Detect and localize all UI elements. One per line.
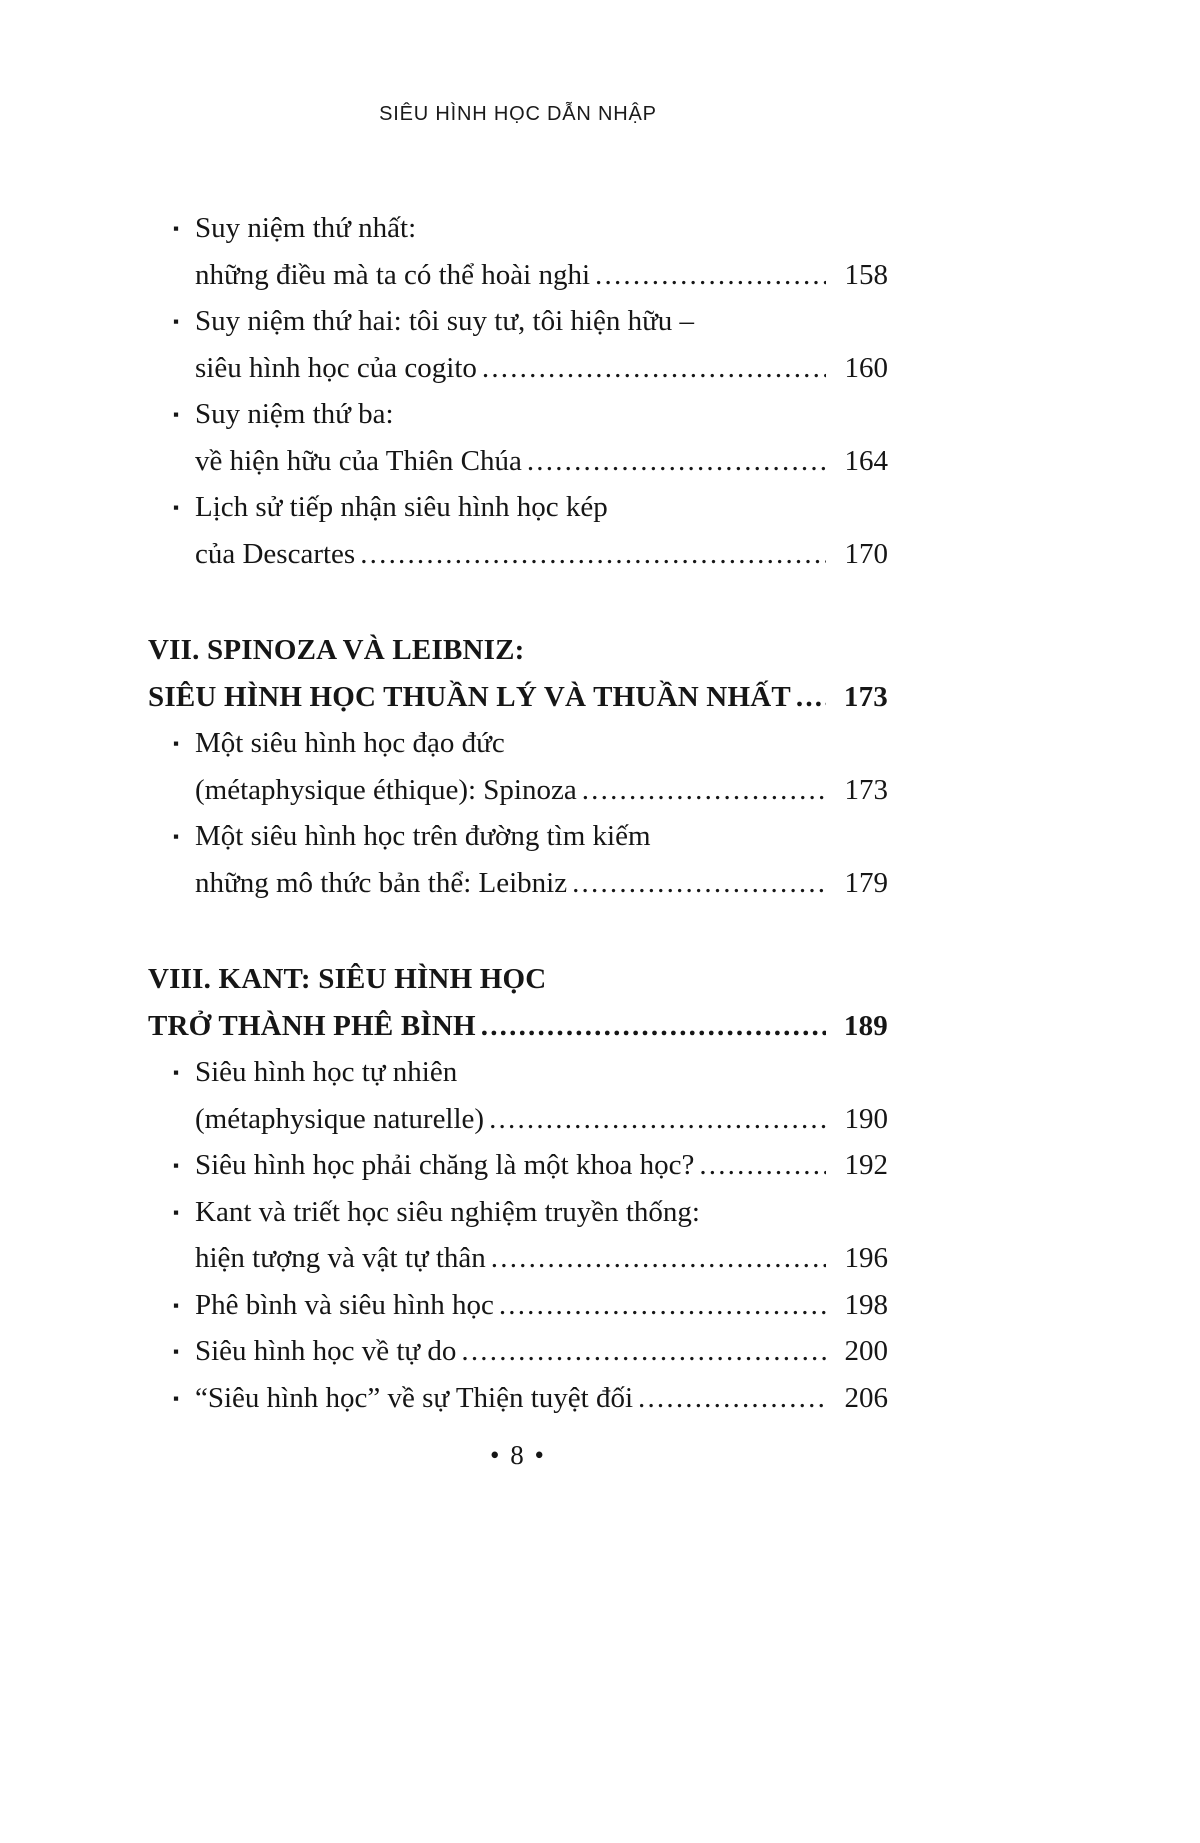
toc-line: [148, 484, 888, 531]
dot-leader: [489, 1096, 826, 1143]
toc-page-number: 179: [844, 866, 888, 899]
entry-title-text: “Siêu hình học” về sự Thiện tuyệt đối: [195, 1381, 634, 1414]
toc-line: [148, 1096, 888, 1143]
toc-page-number: 206: [844, 1381, 888, 1414]
entry-title-text: siêu hình học của cogito: [195, 351, 477, 384]
entry-title-text: những điều mà ta có thể hoài nghi: [195, 258, 591, 291]
toc-line: [148, 205, 888, 252]
entry-title-text: Phê bình và siêu hình học: [195, 1288, 494, 1321]
dot-leader: [595, 252, 826, 299]
toc-line: [148, 438, 888, 485]
toc-line: [148, 1328, 888, 1375]
entry-title-text: (métaphysique éthique): Spinoza: [195, 773, 577, 806]
entry-title-text: Suy niệm thứ nhất:: [195, 212, 417, 244]
toc-line: [148, 1375, 888, 1422]
toc-line: [148, 720, 888, 767]
section-title-text: VIII. KANT: SIÊU HÌNH HỌC: [148, 963, 547, 995]
toc-line: [148, 531, 888, 578]
entry-title-text: về hiện hữu của Thiên Chúa: [195, 444, 522, 477]
dot-leader: [572, 860, 826, 907]
toc-page-number: 190: [844, 1102, 888, 1135]
bullet-icon: ▪: [173, 827, 180, 846]
toc: [148, 205, 888, 1421]
toc-entry: [148, 813, 888, 906]
entry-title-text: Suy niệm thứ ba:: [195, 398, 394, 430]
section-title-text: TRỞ THÀNH PHÊ BÌNH: [148, 1009, 476, 1042]
toc-line: [148, 252, 888, 299]
bullet-icon: ▪: [173, 405, 180, 424]
dot-leader: [527, 438, 826, 485]
entry-title-text: Một siêu hình học trên đường tìm kiếm: [195, 820, 651, 852]
toc-entry: [148, 1375, 888, 1422]
bullet-icon: ▪: [173, 1342, 180, 1361]
toc-entry: [148, 1142, 888, 1189]
toc-page-number: 192: [844, 1149, 888, 1181]
section-title-text: VII. SPINOZA VÀ LEIBNIZ:: [148, 634, 525, 666]
toc-entry: [148, 1282, 888, 1329]
toc-page-number: 173: [843, 680, 888, 713]
entry-title-text: những mô thức bản thể: Leibniz: [195, 866, 568, 899]
toc-line: [148, 1049, 888, 1096]
entry-title-text: Một siêu hình học đạo đức: [195, 727, 505, 759]
entry-title-text: hiện tượng và vật tự thân: [195, 1242, 486, 1274]
section-title-text: SIÊU HÌNH HỌC THUẦN LÝ VÀ THUẦN NHẤT: [148, 680, 791, 713]
dot-leader: [582, 767, 826, 814]
running-head: SIÊU HÌNH HỌC DẪN NHẬP: [379, 103, 657, 125]
toc-page-number: 189: [843, 1009, 888, 1042]
dot-leader: [360, 531, 826, 578]
bullet-icon: ▪: [173, 1202, 180, 1222]
dot-leader: [491, 1235, 826, 1282]
bullet-icon: ▪: [173, 1063, 180, 1082]
toc-line: [148, 391, 888, 438]
toc-line: [148, 813, 888, 860]
toc-line: [148, 956, 888, 1003]
toc-page-number: 160: [844, 351, 888, 384]
entry-title-text: của Descartes: [195, 537, 356, 570]
bullet-icon: ▪: [173, 498, 180, 517]
entry-title-text: (métaphysique naturelle): [195, 1102, 485, 1135]
page-number-footer: • 8 •: [490, 1440, 546, 1470]
toc-section: [148, 627, 888, 720]
toc-entry: [148, 1049, 888, 1142]
toc-entry: [148, 205, 888, 298]
entry-title-text: Suy niệm thứ hai: tôi suy tư, tôi hiện hữu –: [195, 305, 695, 337]
toc-section: [148, 956, 888, 1049]
entry-title-text: Siêu hình học phải chăng là một khoa học?: [195, 1149, 695, 1181]
toc-entry: [148, 720, 888, 813]
toc-line: [148, 1282, 888, 1329]
toc-page-number: 170: [844, 537, 888, 570]
toc-page-number: 158: [844, 258, 888, 291]
toc-line: [148, 1142, 888, 1189]
bullet-icon: ▪: [173, 1295, 180, 1315]
entry-title-text: Siêu hình học tự nhiên: [195, 1056, 458, 1088]
toc-page-number: 200: [844, 1335, 888, 1367]
toc-line: [148, 345, 888, 392]
toc-page-number: 198: [844, 1288, 888, 1321]
toc-line: [148, 860, 888, 907]
toc-page-number: 173: [844, 773, 888, 806]
toc-line: [148, 1003, 888, 1050]
toc-line: [148, 1189, 888, 1236]
bullet-icon: ▪: [173, 734, 180, 753]
dot-leader: [461, 1328, 826, 1375]
toc-line: [148, 767, 888, 814]
bullet-icon: ▪: [173, 219, 180, 238]
toc-line: [148, 627, 888, 674]
entry-title-text: Lịch sử tiếp nhận siêu hình học kép: [195, 491, 608, 523]
toc-page-number: 196: [844, 1242, 888, 1274]
entry-title-text: Kant và triết học siêu nghiệm truyền thống:: [195, 1195, 700, 1228]
toc-entry: [148, 484, 888, 577]
dot-leader: [499, 1282, 826, 1329]
dot-leader: [482, 345, 826, 392]
dot-leader: [796, 674, 826, 721]
toc-entry: [148, 1328, 888, 1375]
toc-line: [148, 674, 888, 721]
dot-leader: [481, 1003, 826, 1050]
bullet-icon: ▪: [173, 1156, 180, 1175]
toc-entry: [148, 298, 888, 391]
dot-leader: [699, 1142, 826, 1189]
bullet-icon: ▪: [173, 1388, 180, 1408]
toc-page-number: 164: [844, 444, 888, 477]
toc-entry: [148, 1189, 888, 1282]
toc-line: [148, 298, 888, 345]
bullet-icon: ▪: [173, 312, 180, 331]
dot-leader: [638, 1375, 826, 1422]
entry-title-text: Siêu hình học về tự do: [195, 1335, 457, 1367]
toc-line: [148, 1235, 888, 1282]
toc-entry: [148, 391, 888, 484]
